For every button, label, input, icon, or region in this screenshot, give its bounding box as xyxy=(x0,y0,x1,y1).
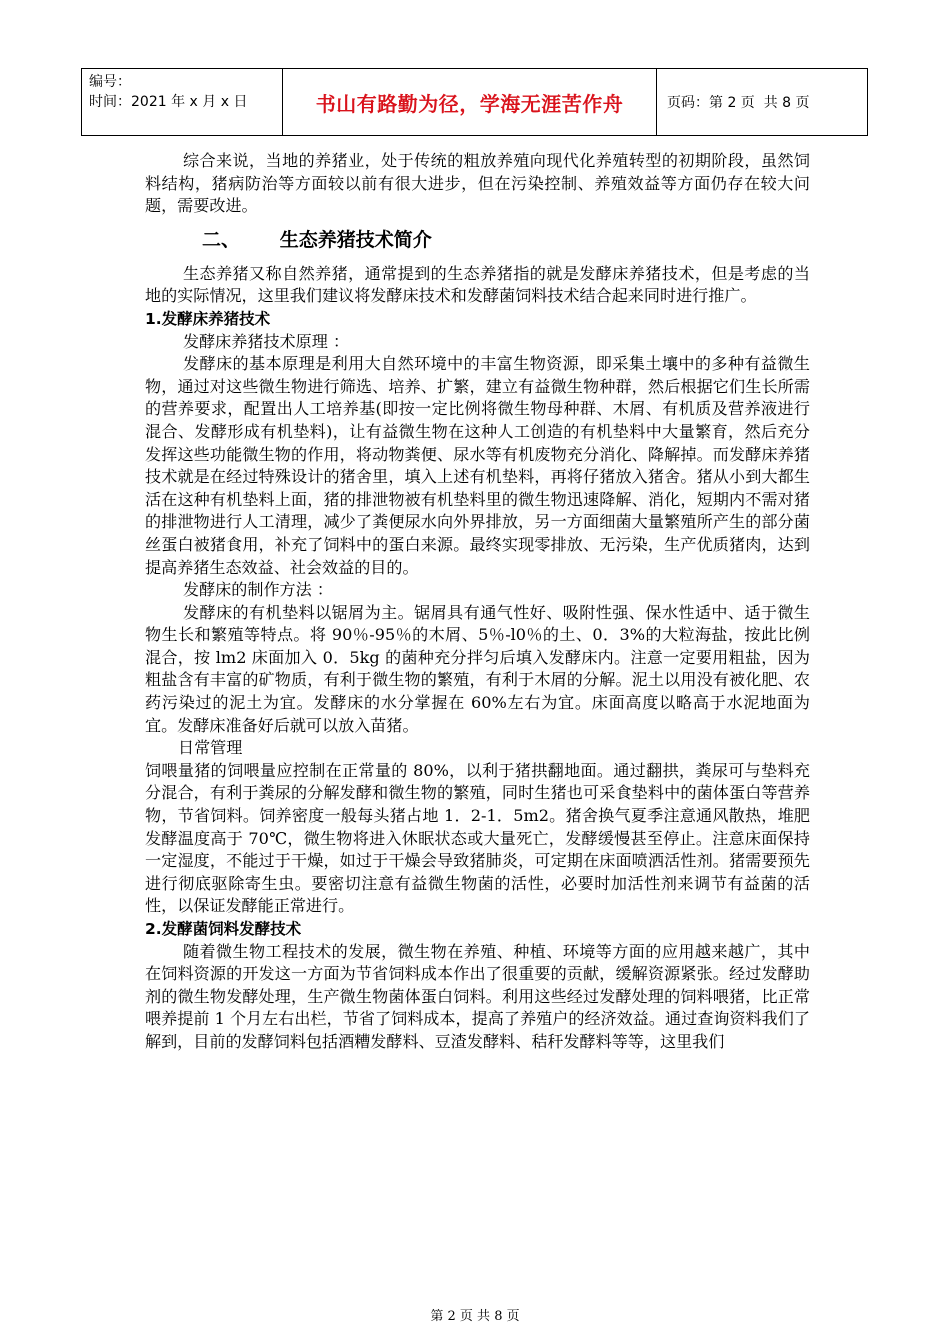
daily-management-paragraph: 饲喂量猪的饲喂量应控制在正常量的 80%，以利于猪拱翻地面。通过翻拱，粪尿可与垫料充分混合，有利于粪尿的分解发酵和微生物的繁殖，同时生猪也可采食垫料中的菌体蛋白等营养物，节省饲料。饲养密度一般每头猪占地 1．2-1．5m2。猪舍换气夏季注意通风散热，堆肥发酵温度高于 70℃，微生物将进入休眠状态或大量死亡，发酵缓慢甚至停止。注意床面保持一定湿度，不能过于干燥，如过于干燥会导致猪肺炎，可定期在床面喷洒活性剂。猪需要预先进行彻底驱除寄生虫。要密切注意有益微生物菌的活性，必要时加活性剂来调节有益菌的活性，以保证发酵能正常进行。 xyxy=(145,760,810,916)
method-label: 发酵床的制作方法 ： xyxy=(183,580,333,600)
daily-management-label: 日常管理 xyxy=(178,738,243,758)
method-paragraph: 发酵床的有机垫料以锯屑为主。锯屑具有通气性好、吸附性强、保水性适中、适于微生物生长和繁殖等特点。将 90％-95％的木屑、5％-l0％的土、0．3%的大粒海盐，按此比例混合，按 lm2 床面加入 0．5kg 的菌种充分拌匀后填入发酵床内。注意一定要用粗盐，因为粗盐含有丰富的矿物质，有利于微生物的繁殖，有利于木屑的分解。泥土以用没有被化肥、农药污染过的泥土为宜。发酵床的水分掌握在 60%左右为宜。床面高度以略高于水泥地面为宜。发酵床准备好后就可以放入苗猪。 xyxy=(145,602,810,735)
document-body xyxy=(145,150,810,1054)
page-footer: 第 2 页 共 8 页 xyxy=(430,1309,520,1324)
section-heading-2: 二、 生态养猪技术简介 xyxy=(202,228,432,251)
document-time-label: 时间：2021 年 x 月 x 日 xyxy=(89,94,248,110)
header-motto: 书山有路勤为径，学海无涯苦作舟 xyxy=(283,69,657,135)
principle-paragraph: 发酵床的基本原理是利用大自然环境中的丰富生物资源，即采集土壤中的多种有益微生物，通过对这些微生物进行筛选、培养、扩繁，建立有益微生物种群，然后根据它们生长所需的营养要求，配置出人工培养基(即按一定比例将微生物母种群、木屑、有机质及营养液进行混合、发酵形成有机垫料)，让有益微生物在这种人工创造的有机垫料中大量繁育，然后充分发挥这些功能微生物的作用，将动物粪便、尿水等有机废物充分消化、降解掉。而发酵床养猪技术就是在经过特殊设计的猪舍里，填入上述有机垫料，再将仔猪放入猪舍。猪从小到大都生活在这种有机垫料上面，猪的排泄物被有机垫料里的微生物迅速降解、消化，短期内不需对猪的排泄物进行人工清理，减少了粪便尿水向外界排放，另一方面细菌大量繁殖所产生的部分菌丝蛋白被猪食用，补充了饲料中的蛋白来源。最终实现零排放、无污染，生产优质猪肉，达到提高养猪生态效益、社会效益的目的。 xyxy=(145,354,810,577)
summary-paragraph: 综合来说，当地的养猪业，处于传统的粗放养殖向现代化养殖转型的初期阶段，虽然饲料结构，猪病防治等方面较以前有很大进步，但在污染控制、养殖效益等方面仍存在较大问题，需要改进。 xyxy=(145,151,810,216)
document-number-label: 编号： xyxy=(89,74,131,90)
page-header-table xyxy=(81,68,868,136)
principle-label: 发酵床养猪技术原理 ： xyxy=(183,331,350,351)
subsection-heading-2: 2.发酵菌饲料发酵技术 xyxy=(145,920,302,938)
header-meta-cell xyxy=(82,69,283,135)
header-page-info: 页码：第 2 页 共 8 页 xyxy=(667,95,810,111)
intro-paragraph: 生态养猪又称自然养猪，通常提到的生态养猪指的就是发酵床养猪技术，但是考虑的当地的实际情况，这里我们建议将发酵床技术和发酵菌饲料技术结合起来同时进行推广。 xyxy=(145,263,810,306)
subsection-heading-1: 1.发酵床养猪技术 xyxy=(145,309,271,328)
feed-paragraph: 随着微生物工程技术的发展，微生物在养殖、种植、环境等方面的应用越来越广，其中在饲料资源的开发这一方面为节省饲料成本作出了很重要的贡献，缓解资源紧张。经过发酵助剂的微生物发酵处理，生产微生物菌体蛋白饲料。利用这些经过发酵处理的饲料喂猪，比正常喂养提前 1 个月左右出栏，节省了饲料成本，提高了养殖户的经济效益。通过查询资料我们了解到，目前的发酵饲料包括酒糟发酵料、豆渣发酵料、秸秆发酵料等等，这里我们 xyxy=(145,941,810,1051)
